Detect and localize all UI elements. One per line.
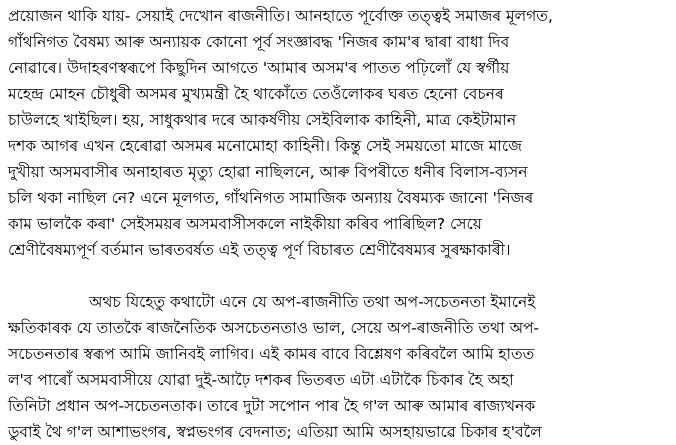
- text-line: চাউলহে খাইছিল। হয়, সাধুকথাৰ দৰে আকৰ্ষণীয় সেইবিলাক কাহিনী, মাত্ৰ কেইটামান: [8, 111, 517, 129]
- text-line: কাম ভালকৈ কৰা' সেইসময়ৰ অসমবাসীসকলে নাইকীয়া কৰিব পাৰিছিল? সেয়ে: [8, 215, 482, 233]
- text-line: দুখীয়া অসমবাসীৰ অনাহাৰত মৃত্যু হোৱা নাছিলনে, আৰু বিপৰীতে ধনীৰ বিলাস-ব্যসন: [8, 163, 528, 181]
- text-line: গাঁথনিগত বৈষম্য আৰু অন্যায়ক কোনো পূৰ্ব সংজ্ঞাবদ্ধ 'নিজৰ কাম'ৰ দ্বাৰা বাধা দিব: [8, 33, 510, 51]
- text-line: চলি থকা নাছিল নে? এনে মূলগত, গাঁথনিগত সামাজিক অন্যায় বৈষম্যক জানো 'নিজৰ: [8, 189, 534, 207]
- text-line: ডুবাই থৈ গ'ল আশাভংগৰ, স্বপ্নভংগৰ বেদনাত; এতিয়া আমি অসহায়ভাৱে চিকাৰ হ'বলৈ: [8, 423, 542, 441]
- text-line: সচেতনতাৰ স্বৰূপ আমি জানিবই লাগিব। এই কামৰ বাবে বিশ্লেষণ কৰিবলৈ আমি হাতত: [8, 345, 535, 363]
- text-line: মহেন্দ্ৰ মোহন চৌধুৰী অসমৰ মুখ্যমন্ত্ৰী হৈ থাকোঁতে তেওঁলোকৰ ঘৰত হেনো বেচনৰ: [8, 85, 504, 103]
- text-line: শ্ৰেণীবৈষম্যপূৰ্ণ বৰ্তমান ভাৰতবৰ্ষত এই তত্ত্ব পূৰ্ণ বিচাৰত শ্ৰেণীবৈষম্যৰ সুৰক্ষাকাৰী।: [8, 241, 511, 259]
- text-line: দশক আগৰ এখন হেৰোৱা অসমৰ মনোমোহা কাহিনী। কিন্তু সেই সময়তো মাজে মাজে: [8, 137, 522, 155]
- text-line: ল'ব পাৰোঁ অসমবাসীয়ে যোৱা দুই-আঢ়ৈ দশকৰ ভিতৰত এটা এটাকৈ চিকাৰ হৈ অহা: [8, 371, 514, 389]
- text-line: অথচ যিহেতু কথাটো এনে যে অপ-ৰাজনীতি তথা অপ-সচেতনতা ইমানেই: [89, 293, 536, 311]
- text-line: নোৱাৰে। উদাহৰণস্বৰূপে কিছুদিন আগতে 'আমাৰ অসম'ৰ পাতত পঢ়িলোঁ যে স্বৰ্গীয়: [8, 59, 510, 77]
- text-line: ক্ষতিকাৰক যে তাতকৈ ৰাজনৈতিক অসচেতনতাও ভাল, সেয়ে অপ-ৰাজনীতি তথা অপ-: [8, 319, 540, 337]
- text-line: তিনিটা প্ৰধান অপ-সচেতনতাক। তাৰে দুটা সপোন পাৰ হৈ গ'ল আৰু আমাৰ ৰাজ্যখনক: [8, 397, 536, 415]
- text-line: প্ৰয়োজন থাকি যায়- সেয়াই দেখোন ৰাজনীতি। আনহাতে পূৰ্বোক্ত তত্ত্বই সমাজৰ মূলগত,: [8, 7, 553, 25]
